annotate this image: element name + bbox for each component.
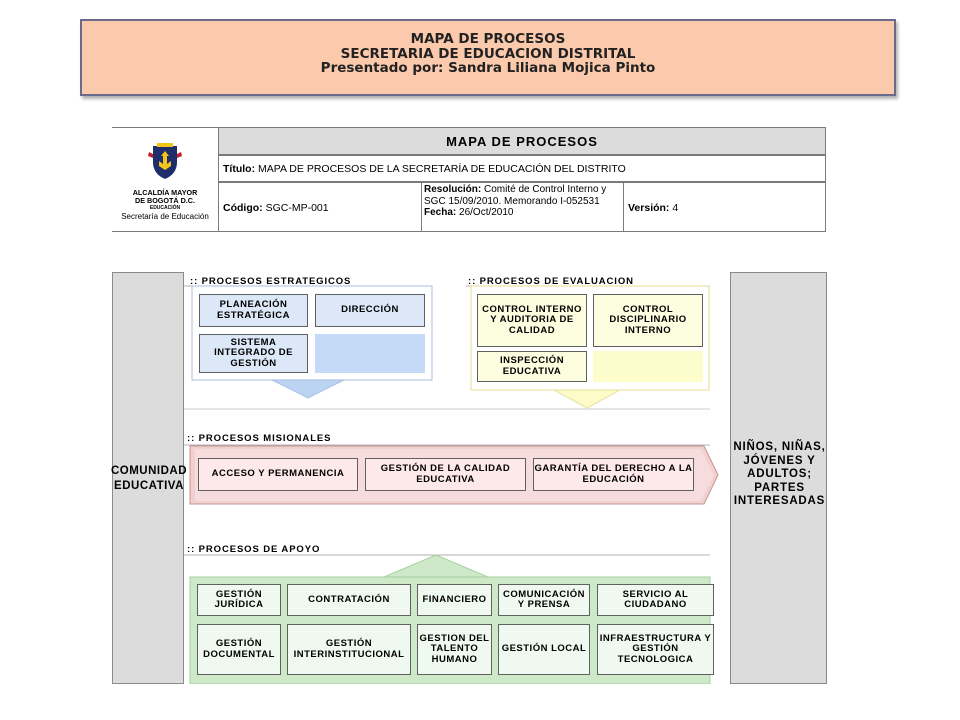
header-codigo	[218, 182, 422, 232]
logo-cell	[112, 127, 219, 232]
apoyo-title: :: PROCESOS DE APOYO	[187, 544, 321, 555]
right-panel-label: INTERESADAS	[733, 495, 826, 507]
title-banner	[80, 19, 896, 96]
header-resolucion	[421, 182, 624, 232]
box-control-disciplinario: CONTROL DISCIPLINARIO INTERNO	[593, 294, 703, 347]
estrategicos-arrow-icon	[272, 380, 344, 398]
box-inspeccion-educativa: INSPECCIÓN EDUCATIVA	[477, 351, 587, 382]
box-gestion-calidad: GESTIÓN DE LA CALIDAD EDUCATIVA	[365, 458, 526, 491]
box-talento-humano: GESTION DEL TALENTO HUMANO	[417, 624, 492, 675]
logo-text: EDUCACIÓN	[149, 205, 181, 211]
box-infraestructura: INFRAESTRUCTURA Y GESTIÓN TECNOLOGICA	[597, 624, 714, 675]
right-panel-label: NIÑOS, NIÑAS,	[733, 441, 826, 453]
right-panel-partes	[730, 272, 827, 684]
box-servicio-ciudadano: SERVICIO AL CIUDADANO	[597, 584, 714, 616]
right-panel-label: ADULTOS;	[747, 468, 812, 480]
box-planeacion-estrategica: PLANEACIÓN ESTRATÉGICA	[199, 294, 308, 327]
header-version	[623, 182, 826, 232]
box-gestion-juridica: GESTIÓN JURÍDICA	[197, 584, 281, 616]
evaluacion-title: :: PROCESOS DE EVALUACION	[468, 276, 634, 287]
logo-text: DE BOGOTÁ D.C.	[135, 196, 195, 205]
logo-text: ALCALDÍA MAYOR	[132, 188, 198, 197]
banner-title: MAPA DE PROCESOS	[410, 31, 566, 47]
box-comunicacion-prensa: COMUNICACIÓN Y PRENSA	[498, 584, 590, 616]
box-gestion-local: GESTIÓN LOCAL	[498, 624, 590, 675]
box-direccion: DIRECCIÓN	[315, 294, 425, 327]
right-panel-label: JÓVENES Y	[743, 454, 816, 467]
box-gestion-documental: GESTIÓN DOCUMENTAL	[197, 624, 281, 675]
banner-author: Presentado por: Sandra Liliana Mojica Pinto	[320, 60, 656, 76]
titulo-label: Título:	[223, 163, 256, 175]
header-titulo	[218, 155, 826, 182]
box-control-interno: CONTROL INTERNO Y AUDITORIA DE CALIDAD	[477, 294, 587, 347]
titulo-value: MAPA DE PROCESOS DE LA SECRETARÍA DE EDUCACIÓN DEL DISTRITO	[255, 163, 626, 175]
box-financiero: FINANCIERO	[417, 584, 492, 616]
resolucion-value: Comité de Control Interno y SGC 15/09/2010. Memorando I-052531	[424, 184, 607, 207]
version-label: Versión:	[628, 202, 670, 214]
box-estrategicos-empty	[315, 334, 425, 373]
fecha-label: Fecha:	[424, 207, 457, 218]
version-value: 4	[669, 202, 679, 214]
left-panel-label: EDUCATIVA	[114, 480, 184, 492]
left-panel-comunidad	[110, 272, 188, 684]
estrategicos-title: :: PROCESOS ESTRATEGICOS	[190, 276, 352, 287]
banner-subtitle: SECRETARIA DE EDUCACION DISTRITAL	[340, 45, 636, 62]
logo-text: Secretaría de Educación	[121, 212, 209, 221]
box-contratacion: CONTRATACIÓN	[287, 584, 411, 616]
left-panel-label: COMUNIDAD	[110, 465, 188, 477]
codigo-value: SGC-MP-001	[262, 202, 329, 214]
coat-of-arms-icon	[145, 142, 185, 182]
header-title: MAPA DE PROCESOS	[218, 127, 826, 155]
fecha-value: 26/Oct/2010	[456, 207, 514, 218]
resolucion-label: Resolución:	[424, 184, 482, 195]
evaluacion-arrow-icon	[554, 390, 620, 408]
box-acceso-permanencia: ACCESO Y PERMANENCIA	[198, 458, 358, 491]
box-evaluacion-empty	[593, 351, 703, 382]
box-gestion-interinstitucional: GESTIÓN INTERINSTITUCIONAL	[287, 624, 411, 675]
right-panel-label: PARTES	[754, 481, 805, 494]
apoyo-arrow-icon	[384, 555, 488, 577]
codigo-label: Código:	[223, 202, 263, 214]
box-garantia-derecho: GARANTÍA DEL DERECHO A LA EDUCACIÓN	[533, 458, 694, 491]
box-sistema-integrado: SISTEMA INTEGRADO DE GESTIÓN	[199, 334, 308, 373]
misionales-title: :: PROCESOS MISIONALES	[187, 433, 332, 444]
